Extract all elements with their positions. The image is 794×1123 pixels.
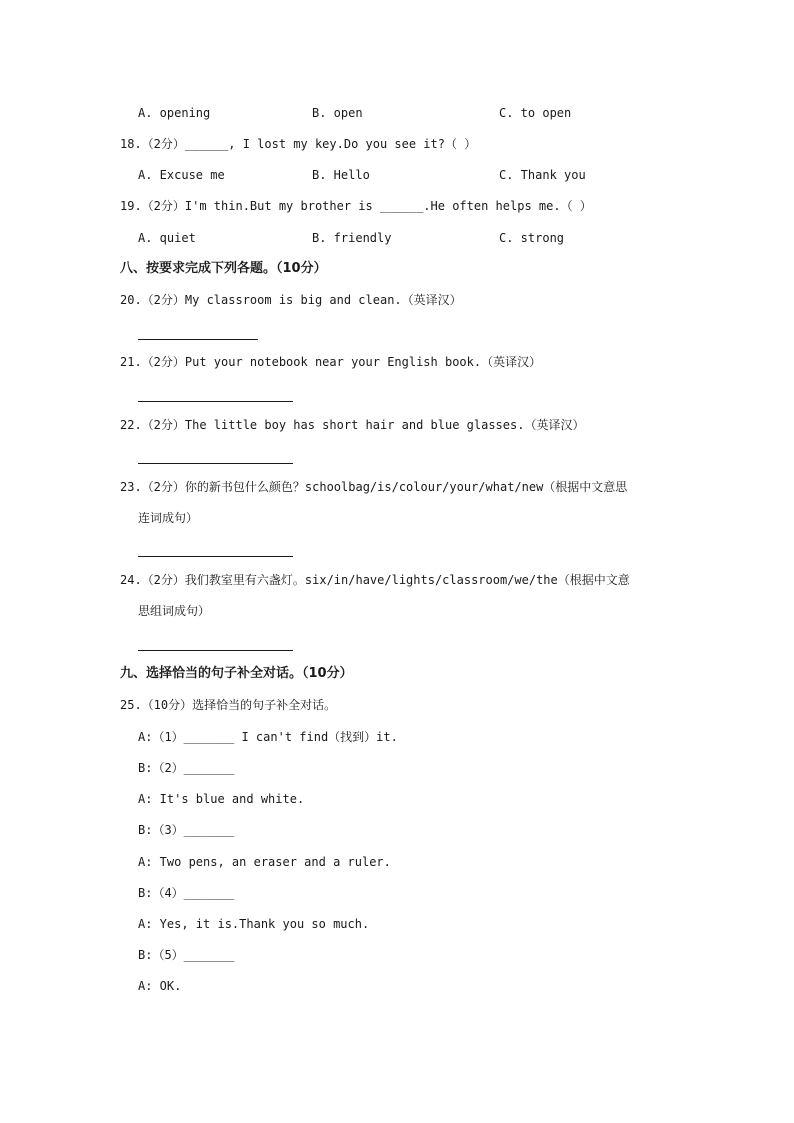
- question-20: 20.（2分）My classroom is big and clean.（英译汉）: [120, 293, 462, 307]
- question-19: 19.（2分）I'm thin.But my brother is ______.He often helps me.（ ）: [120, 199, 592, 213]
- q19-option-c: C. strong: [499, 231, 565, 245]
- dialogue-line-1: A:（1）_______ I can't find（找到）it.: [138, 730, 398, 744]
- section-9-title: 九、选择恰当的句子补全对话。（10分）: [120, 666, 353, 681]
- answer-line-23[interactable]: [138, 556, 293, 557]
- q17-option-b: B. open: [312, 106, 363, 120]
- question-24-continued: 思组词成句）: [138, 604, 211, 618]
- dialogue-line-6: B:（4）_______: [138, 886, 235, 900]
- question-22: 22.（2分）The little boy has short hair and blue glasses.（英译汉）: [120, 418, 585, 432]
- question-21: 21.（2分）Put your notebook near your English book.（英译汉）: [120, 355, 542, 369]
- q19-option-b: B. friendly: [312, 231, 392, 245]
- answer-line-20[interactable]: [138, 339, 258, 340]
- q18-option-c: C. Thank you: [499, 168, 586, 182]
- dialogue-line-7: A: Yes, it is.Thank you so much.: [138, 917, 370, 931]
- section-8-title: 八、按要求完成下列各题。（10分）: [120, 261, 327, 276]
- q19-option-a: A. quiet: [138, 231, 196, 245]
- q17-option-a: A. opening: [138, 106, 211, 120]
- dialogue-line-4: B:（3）_______: [138, 823, 235, 837]
- answer-line-21[interactable]: [138, 401, 293, 402]
- dialogue-line-3: A: It's blue and white.: [138, 792, 305, 806]
- answer-line-22[interactable]: [138, 463, 293, 464]
- dialogue-line-2: B:（2）_______: [138, 761, 235, 775]
- question-23-continued: 连词成句）: [138, 511, 199, 525]
- q17-option-c: C. to open: [499, 106, 572, 120]
- q18-option-a: A. Excuse me: [138, 168, 225, 182]
- question-25: 25.（10分）选择恰当的句子补全对话。: [120, 698, 337, 712]
- question-18: 18.（2分）______, I lost my key.Do you see it?（ ）: [120, 137, 477, 151]
- answer-line-24[interactable]: [138, 650, 293, 651]
- dialogue-line-8: B:（5）_______: [138, 948, 235, 962]
- question-24: 24.（2分）我们教室里有六盏灯。six/in/have/lights/classroom/we/the（根据中文意: [120, 573, 630, 587]
- dialogue-line-5: A: Two pens, an eraser and a ruler.: [138, 855, 391, 869]
- q18-option-b: B. Hello: [312, 168, 370, 182]
- question-23: 23.（2分）你的新书包什么颜色？schoolbag/is/colour/your/what/new（根据中文意思: [120, 480, 628, 494]
- dialogue-line-9: A: OK.: [138, 979, 182, 993]
